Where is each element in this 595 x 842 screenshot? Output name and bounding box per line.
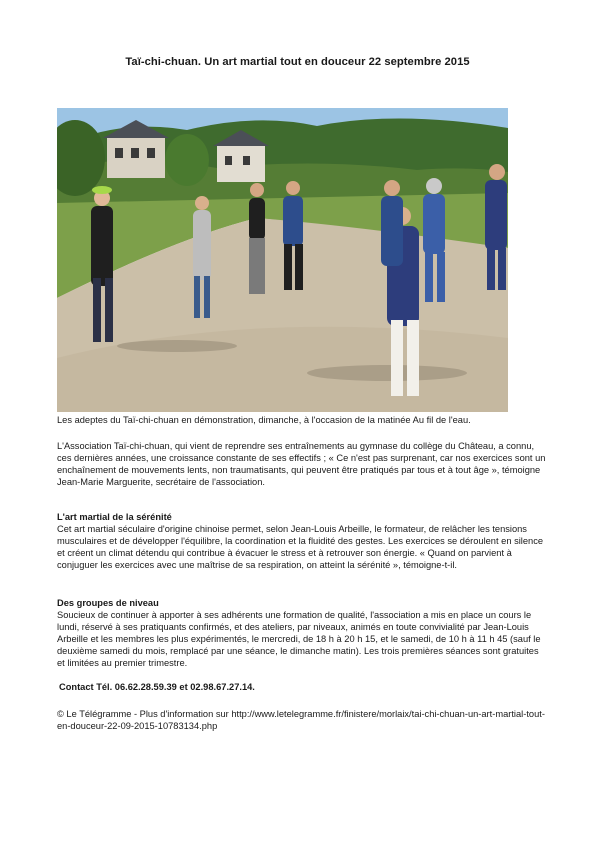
groupes-text: Soucieux de continuer à apporter à ses adhérents une formation de qualité, l'association a mis en place un cours le lundi, réservé à ses pratiquants confirmés, et des ateliers, par niveaux, animés en toute convivialité par Jean-Louis Arbeille et les membres les plus expérimentés, le mercredi, de 18 h à 20 h 15, et le samedi, de 10 h à 11 h 45 (sauf le deuxième samedi du mois, remplacé par une séance, le dimanche matin). Les trois premières séances sont gratuites et limitées au premier trimestre. — [57, 610, 541, 669]
section-heading-groupes: Des groupes de niveau — [57, 598, 159, 608]
intro-text: L'Association Taï-chi-chuan, qui vient de reprendre ses entraînements au gymnase du collège du Château, a connu, ces dernières années, une croissance constante de ses effectifs ; « Ce n'est pas surprenant, car nos exercices sont un enchaînement de mouvements lents, non traumatisants, qui peuvent être pratiqués par tous et à tout âge », témoigne Jean-Marie Marguerite, secrétaire de l'association. — [57, 441, 546, 488]
contact-line: Contact Tél. 06.62.28.59.39 et 02.98.67.27.14. — [59, 682, 255, 692]
section-body-serenite — [57, 523, 547, 571]
photo-caption — [57, 414, 547, 426]
caption-text: Les adeptes du Taï-chi-chuan en démonstration, dimanche, à l'occasion de la matinée Au fil de l'eau. — [57, 415, 471, 425]
section-body-groupes — [57, 609, 547, 669]
serenite-text: Cet art martial séculaire d'origine chinoise permet, selon Jean-Louis Arbeille, le formateur, de relâcher les tensions musculaires et de développer l'équilibre, la coordination et la fluidité des gestes. Les exercices se déroulent en silence et créent un climat détendu qui contribue à évacuer le stress et à retrouver son énergie. « Quand on parvient à conjuguer les exercices avec une maîtrise de sa respiration, on atteint la sérénité », témoigne-t-il. — [57, 524, 544, 571]
credit-text[interactable]: © Le Télégramme - Plus d'information sur http://www.letelegramme.fr/finistere/morlaix/tai-chi-chuan-un-art-martial-tout-en-douceur-22-09-2015-10783134.php — [57, 709, 545, 732]
article-title: Taï-chi-chuan. Un art martial tout en douceur 22 septembre 2015 — [125, 56, 470, 68]
photo-person-3 — [249, 183, 265, 294]
intro-paragraph — [57, 440, 547, 488]
section-heading-serenite: L'art martial de la sérénité — [57, 512, 172, 522]
credit-line[interactable] — [57, 708, 547, 732]
article-photo — [57, 108, 508, 412]
